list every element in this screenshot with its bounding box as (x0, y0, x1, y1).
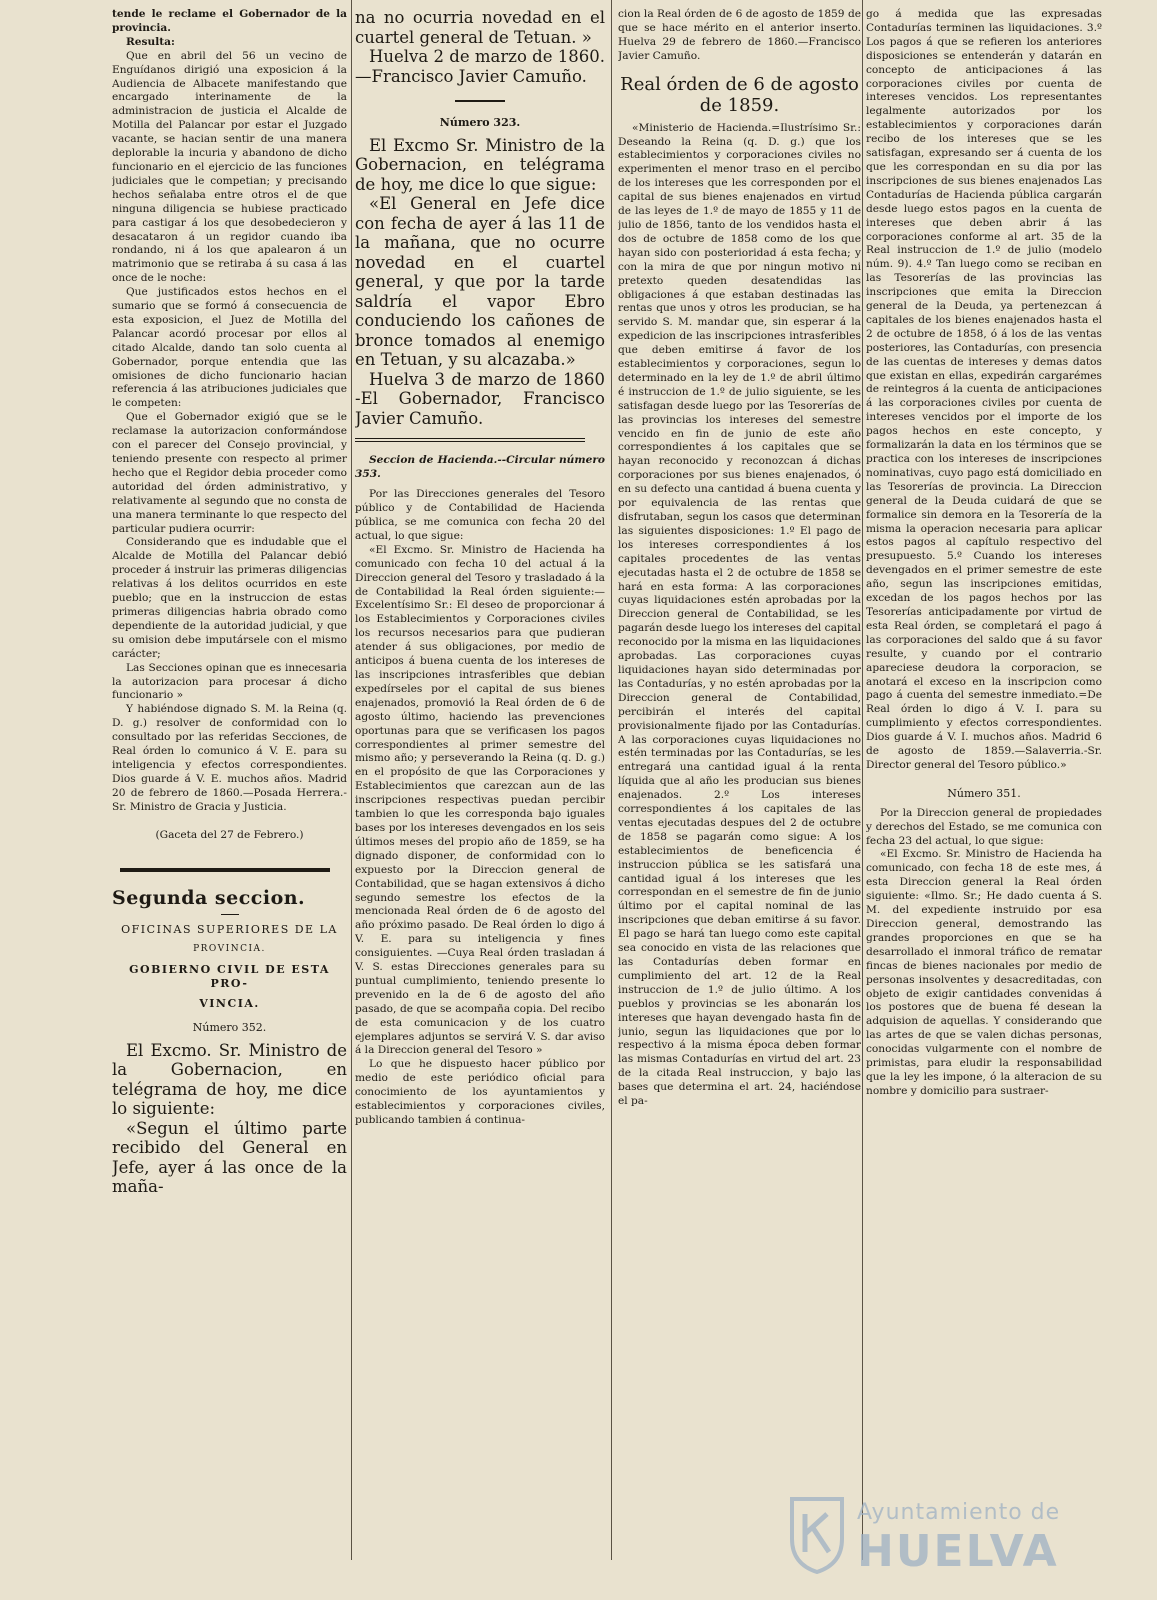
section-heading: Seccion de Hacienda.--Circular número 353. (355, 454, 605, 481)
paragraph: «El General en Jefe dice con fecha de ayer á las 11 de la mañana, que no ocurre novedad en el cuartel general, y que por la tarde saldría el vapor Ebro conduciendo los cañones de bronce tomados al enemigo en Tetuan, y su alcazaba.» (355, 194, 605, 370)
item-number: Número 352. (192, 1020, 267, 1034)
item-number: Número 323. (439, 116, 521, 129)
resulta-label: Resulta: (126, 35, 175, 48)
paragraph: go á medida que las expresadas Contadurías terminen las liquidaciones. 3.º Los pagos á que se refieren los anteriores disposiciones se entenderán y datarán en concepto de anticipaciones á las corporaciones civiles por cuenta de intereses vencidos. Los representantes legalmente autorizados por los establecimientos y corporaciones darán recibo de los intereses que se les satisfagan, expresando ser á cuenta de los que les correspondan en su dia por las inscripciones de sus bienes enajenados Las Contadurías de Hacienda pública cargarán desde luego estos pagos en la cuenta de intereses que deben abrir á las corporaciones conforme al art. 35 de la Real instruccion de 1.º de julio (modelo núm. 9). 4.º Tan luego como se reciban en las Tesorerías de las provincias las inscripciones que emita la Direccion general de la Deuda, ya pertenezcan á capitales de los bienes enajenados hasta el 2 de octubre de 1858, ó á los de las ventas posteriores, las Contadurías, con presencia de las cuentas de intereses y demas datos que existan en ellas, expedirán cargarémes de reintegros á la cuenta de anticipaciones á las corporaciones civiles por cuenta de intereses vencidos por el importe de los pagos hechos en este concepto, y formalizarán la data en los términos que se practica con los intereses de inscripciones nominativas, cuyo pago está domiciliado en las Tesorerías de provincia. La Direccion general de la Deuda cuidará de que se formalice sin demora en la Tesorería de la misma la operacion necesaria para aplicar estos pagos al capítulo respectivo del presupuesto. 5.º Cuando los intereses devengados en el primer semestre de este año, segun las inscripciones emitidas, excedan de los pagos hechos por las Tesorerías anticipadamente por virtud de esta Real órden, se completará el pago á las corporaciones del saldo que á su favor resulte, y cuando por el contrario apareciese deudora la corporacion, se anotará el exceso en la inscripcion como pago á cuenta del semestre inmediato.=De Real órden lo digo á V. I. para su cumplimiento y efectos correspondientes. Dios guarde á V. I. muchos años. Madrid 6 de agosto de 1859.—Salaverria.-Sr. Director general del Tesoro público.» (866, 8, 1102, 771)
paragraph: Que en abril del 56 un vecino de Enguídanos dirigió una exposicion á la Audiencia de Albacete manifestando que encargado interinamente de la administracion de justicia el Alcalde de Motilla del Palancar por estar el Juzgado vacante, se hacian sentir de una manera deplorable la incuria y abandono de dicho funcionario en el ejercicio de las funciones judiciales que le competian; y precisando hechos señalaba entre otros el de que ninguna diligencia se hubiese practicado para castigar á los que desobedecieron y desacataron á un regidor cuando iba rondando, ni á los que apalearon á un matrimonio que se retiraba á su casa á las once de le noche: (112, 49, 347, 285)
subheading: GOBIERNO CIVIL DE ESTA PRO- (129, 963, 330, 991)
section-title: Segunda seccion. (112, 887, 306, 910)
paragraph: Lo que he dispuesto hacer público por medio de este periódico oficial para conocimiento de los ayuntamientos y establecimientos y corporaciones civiles, publicando tambien á continua- (355, 1058, 605, 1126)
item-number: Número 351. (947, 786, 1021, 800)
gaceta-note: (Gaceta del 27 de Febrero.) (155, 828, 304, 841)
paragraph: «El Excmo. Sr. Ministro de Hacienda ha comunicado, con fecha 18 de este mes, á esta Direccion general la Real órden siguiente: «Ilmo. Sr.; He dado cuenta á S. M. del expediente instruido por esa Direccion general, demostrando las grandes proporciones en que se ha desarrollado el inmoral tráfico de rematar fincas de bienes nacionales por medio de personas insolventes y desacreditadas, con objeto de exigir cantidades convenidas á los postores que de buena fé desean la adquision de aquellas. Y considerando que las artes de que se valen dichas personas, conocidas vulgarmente con el nombre de primistas, para eludir la responsabilidad que la ley les impone, ó la alteracion de su nombre y domicilio para sustraer- (866, 848, 1102, 1097)
paragraph: El Excmo Sr. Ministro de la Gobernacion, en telégrama de hoy, me dice lo que sigue: (355, 135, 605, 194)
paragraph: tende le reclame el Gobernador de la provincia. (112, 8, 347, 34)
watermark-text: Ayuntamiento de (857, 1500, 1061, 1525)
paragraph: Que justificados estos hechos en el sumario que se formó á consecuencia de esta exposicion, el Juez de Motilla del Palancar acordó procesar por ellos al citado Alcalde, dando tan solo cuenta al Gobernador, porque entendia que las omisiones de dicho funcionario hacian referencia á las atribuciones judiciales que le competen: (112, 286, 347, 410)
column-3 (618, 8, 861, 1109)
watermark (857, 1490, 1087, 1580)
paragraph: cion la Real órden de 6 de agosto de 1859 de que se hace mérito en el anterior inserto. Huelva 29 de febrero de 1860.—Francisco Javier Camuño. (618, 8, 861, 62)
column-divider (351, 0, 352, 1560)
paragraph: Por la Direccion general de propiedades y derechos del Estado, se me comunica con fecha 23 del actual, lo que sigue: (866, 806, 1102, 847)
column-2 (355, 8, 605, 1128)
column-divider (611, 0, 612, 1560)
column-1 (112, 8, 347, 1197)
watermark-title: HUELVA (857, 1526, 1059, 1577)
paragraph: Huelva 3 de marzo de 1860 -El Gobernador, Francisco Javier Camuño. (355, 369, 605, 428)
paragraph: Huelva 2 de marzo de 1860.—Francisco Javier Camuño. (355, 47, 605, 86)
subheading: VINCIA. (199, 997, 260, 1010)
divider (455, 100, 505, 102)
coat-of-arms-icon (787, 1494, 847, 1574)
subheading: OFICINAS SUPERIORES DE LA (121, 923, 338, 937)
paragraph: Por las Direcciones generales del Tesoro público y de Contabilidad de Hacienda pública, se me comunica con fecha 20 del actual, lo que sigue: (355, 488, 605, 542)
paragraph: Las Secciones opinan que es innecesaria la autorizacion para procesar á dicho funcionario » (112, 661, 347, 702)
decree-heading: Real órden de 6 de agosto de 1859. (620, 73, 859, 116)
divider (355, 438, 585, 442)
paragraph: «El Excmo. Sr. Ministro de Hacienda ha comunicado con fecha 10 del actual á la Direccion general del Tesoro y trasladado á la de Contabilidad la Real órden siguiente:—Excelentísimo Sr.: El deseo de proporcionar á los Establecimientos y Corporaciones civiles los recursos necesarios para que pudieran atender á sus obligaciones, por medio de anticipos á buena cuenta de los intereses de las inscripciones intrasferibles que debian expedírseles por el capital de sus bienes enajenados, promovió la Real órden de 6 de agosto último, haciendo las prevenciones oportunas para que se verificasen los pagos correspondientes al primer semestre del mismo año; y perseverando la Reina (q. D. g.) en el propósito de que las Corporaciones y Establecimientos que carezcan aun de las inscripciones respectivas puedan percibir tambien lo que les corresponda bajo iguales bases por los intereses devengados en los seis últimos meses del propio año de 1859, se ha dignado disponer, de conformidad con lo expuesto por la Direccion general de Contabilidad, que se hagan extensivos á dicho segundo semestre los efectos de la mencionada Real órden de 6 de agosto del año próximo pasado. De Real órden lo digo á V. E. para su inteligencia y fines consiguientes. —Cuya Real órden trasladan á V. S. estas Direcciones generales para su puntual cumplimiento, teniendo presente lo prevenido en la de 6 de agosto del año pasado, de que se acompaña copia. Del recibo de esta comunicacion y de los cuatro ejemplares adjuntos se servirá V. S. dar aviso á la Direccion general del Tesoro » (355, 543, 605, 1057)
paragraph: «Segun el último parte recibido del General en Jefe, ayer á las once de la maña- (112, 1118, 347, 1197)
paragraph: El Excmo. Sr. Ministro de la Gobernacion, en telégrama de hoy, me dice lo siguiente: (112, 1040, 347, 1119)
column-4 (866, 8, 1102, 1099)
paragraph: na no ocurria novedad en el cuartel general de Tetuan. » (355, 8, 605, 47)
column-divider (862, 0, 863, 1560)
paragraph: Considerando que es indudable que el Alcalde de Motilla del Palancar debió proceder á instruir las primeras diligencias relativas á los delitos ocurridos en este pueblo; que en la instruccion de estas primeras diligencias habria obrado como dependiente de la autoridad judicial, y que su omision debe imputársele con el mismo carácter; (112, 536, 347, 660)
paragraph: Y habiéndose dignado S. M. la Reina (q. D. g.) resolver de conformidad con lo consultado por las referidas Secciones, de Real órden lo comunico á V. E. para su inteligencia y efectos correspondientes. Dios guarde á V. E. muchos años. Madrid 20 de febrero de 1860.—Posada Herrera.-Sr. Ministro de Gracia y Justicia. (112, 703, 347, 813)
paragraph: «Ministerio de Hacienda.=Ilustrísimo Sr.: Deseando la Reina (q. D. g.) que los establecimientos y corporaciones civiles no experimenten el menor traso en el percibo de los intereses que les corresponden por el capital de sus bienes enajenados en virtud de las leyes de 1.º de mayo de 1855 y 11 de julio de 1856, tanto de los vendidos hasta el dos de octubre de 1858 como de los que hayan sido con posterioridad á esta fecha; y con la mira de que por ningun motivo ni pretexto queden desatendidas las obligaciones á que estaban destinadas las rentas que unos y otros les producian, se ha servido S. M. mandar que, sin esperar á la expedicion de las inscripciones intrasferibles que deben emitirse á favor de los establecimientos y corporaciones, segun lo determinado en la ley de 1.º de abril último é instruccion de 1.º de julio siguiente, se les satisfagan desde luego por las Tesorerías de las provincias los intereses del semestre vencido en fin de junio de este año correspondientes á los capitales que se hayan reconocido y reconozcan á dichas corporaciones por sus bienes enajenados, ó en su defecto una cantidad á buena cuenta y por equivalencia de las rentas que disfrutaban, segun los casos que determinan las siguientes disposiciones: 1.º El pago de los intereses correspondientes á los capitales procedentes de las ventas ejecutadas hasta el 2 de octubre de 1858 se hará en esta forma: A las corporaciones cuyas liquidaciones estén aprobadas por la Direccion general de Contabilidad, se les pagarán desde luego los intereses del capital reconocido por la misma en las liquidaciones aprobadas. Las corporaciones cuyas liquidaciones hayan sido determinadas por las Contadurías, y no estén aprobadas por la Direccion general de Contabilidad, percibirán el interés del capital provisionalmente fijado por las Contadurías. A las corporaciones cuyas liquidaciones no estén terminadas por las Contadurías, se les entregará una cantidad igual á la renta líquida que al año les producian sus bienes enajenados. 2.º Los intereses correspondientes á los capitales de las ventas ejecutadas despues del 2 de octubre de 1858 se pagarán como sigue: A los establecimientos de beneficencia é instruccion pública se les satisfará una cantidad igual á los intereses que les correspondan en el semestre de fin de junio último por el capital nominal de las inscripciones que deban emitirse á su favor. El pago se hará tan luego como este capital sea conocido en vista de las relaciones que las Contadurías deben formar en cumplimiento del art. 12 de la Real instruccion de 1.º de julio último. A los pueblos y provincias se les abonarán los intereses que hayan devengado hasta fin de junio, segun las liquidaciones que por lo respectivo á la misma época deben formar las mismas Contadurías en virtud del art. 23 de la citada Real instruccion, y bajo las bases que determina el art. 24, haciéndose el pa- (618, 121, 861, 1108)
subheading: PROVINCIA. (193, 944, 266, 955)
paragraph: Que el Gobernador exigió que se le reclamase la autorizacion conformándose con el parecer del Consejo provincial, y teniendo presente con respecto al primer hecho que el Regidor debia proceder como autoridad del órden administrativo, y relativamente al segundo que no consta de una manera terminante lo que respecto del particular pudiera ocurrir: (112, 411, 347, 535)
divider (221, 914, 239, 915)
section-rule (120, 868, 330, 872)
